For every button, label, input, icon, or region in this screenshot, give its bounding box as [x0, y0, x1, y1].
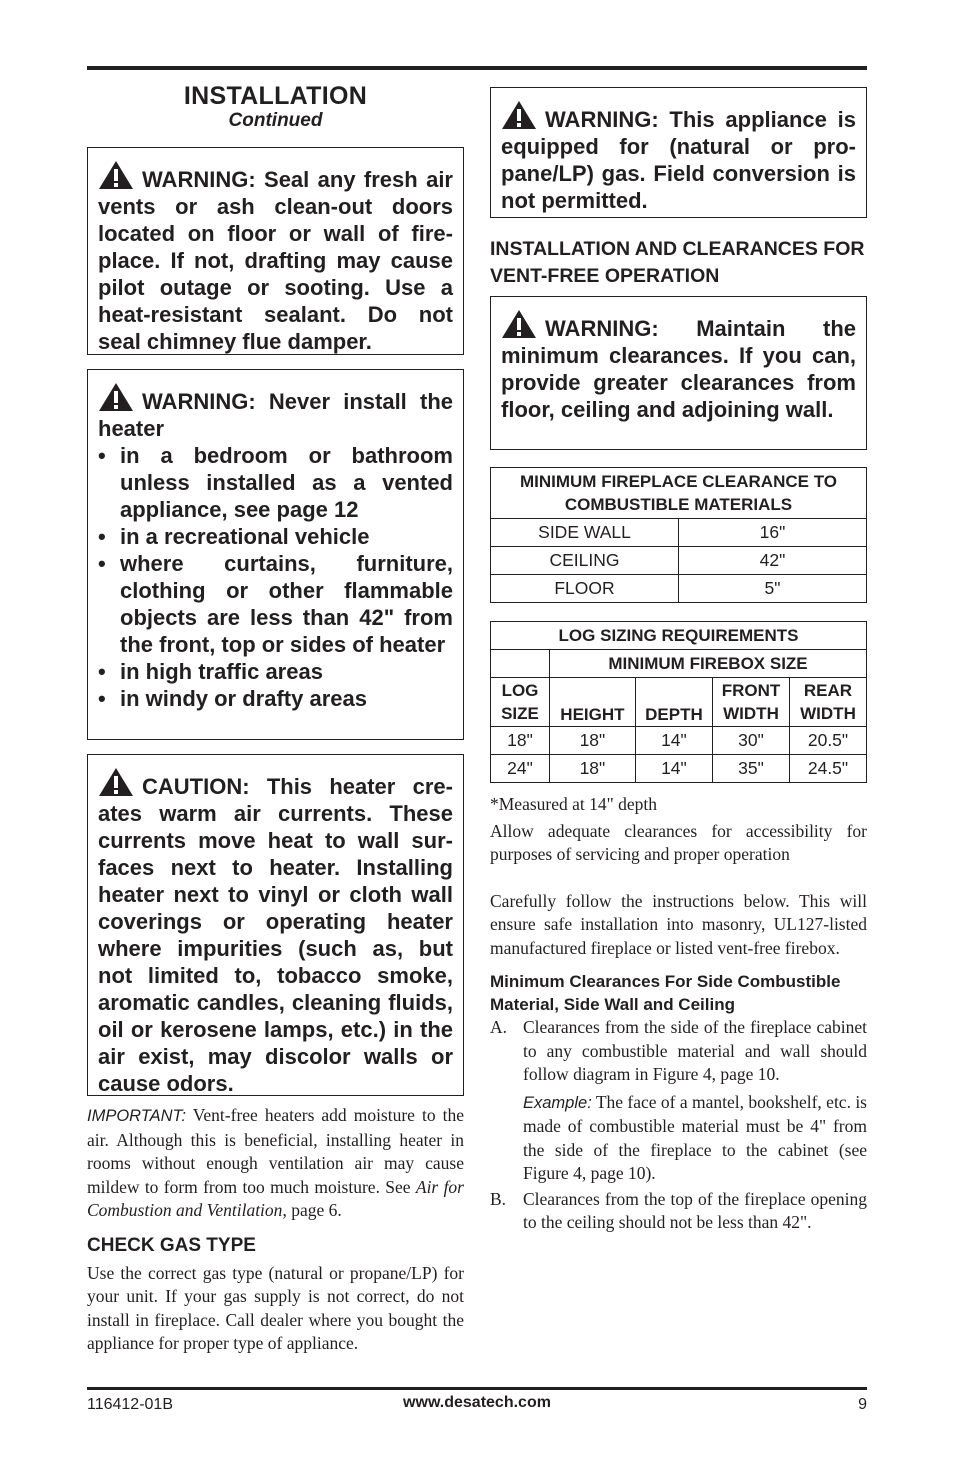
warning-seal-box	[87, 147, 464, 355]
warning-icon	[98, 160, 134, 190]
warning-maintain-text: WARNING: Maintain the minimum clearances. If you can, provide greater clearances from floor, ceiling and adjoining wall.	[501, 316, 856, 422]
caution-icon	[98, 767, 134, 797]
warning-maintain-box	[490, 296, 867, 450]
list-item: • in a bedroom or bathroom unless installed as a vented appliance, see page 12	[98, 443, 453, 522]
table-row: CEILING 42"	[491, 547, 867, 575]
left-column	[87, 70, 464, 1356]
warning-equipped-box	[490, 87, 867, 218]
warning-equipped-text: WARNING: This appliance is equipped for (natural or propane/LP) gas. Field conversion is not permitted.	[501, 107, 856, 213]
list-item-b: B. Clearances from the top of the fireplace opening to the ceiling should not be less than 42".	[490, 1188, 867, 1232]
log-table-column-headers: LOG SIZE HEIGHT DEPTH FRONT WIDTH REAR WIDTH	[491, 678, 867, 727]
right-column	[490, 70, 867, 1235]
table-row: 18" 18" 14" 30" 20.5"	[491, 727, 867, 755]
min-clearances-heading: Minimum Clearances For Side Combustible Material, Side Wall and Ceiling	[490, 972, 841, 1014]
measured-note: *Measured at 14" depth	[490, 794, 658, 814]
warning-never-lead: WARNING: Never install the heater	[98, 389, 453, 441]
warning-icon	[501, 309, 537, 339]
log-sizing-table	[490, 621, 867, 783]
important-paragraph: IMPORTANT: Vent-free heaters add moisture to the air. Although this is beneficial, installing heater in rooms without enough ventilation air may cause mildew to form from too much moisture. See Air for Combustion and Ventilation, page 6.	[87, 1105, 464, 1220]
clearance-table	[490, 467, 867, 603]
list-item: • in windy or drafty areas	[98, 686, 367, 711]
clearances-heading: INSTALLATION AND CLEARANCES FOR VENT-FREE OPERATION	[490, 238, 865, 287]
doc-number: 116412-01B	[87, 1396, 173, 1413]
warning-icon	[501, 100, 537, 130]
list-item: • in high traffic areas	[98, 659, 323, 684]
clearance-table-header: MINIMUM FIREPLACE CLEARANCE TO COMBUSTIBLE MATERIALS	[491, 468, 867, 519]
check-gas-heading: CHECK GAS TYPE	[87, 1234, 256, 1256]
caution-text: CAUTION: This heater creates warm air currents. These currents move heat to wall surfaces next to heater. Installing heater next to vinyl or cloth wall coverings or operating heater where impurities (such as, but not limited to, tobacco smoke, aromatic candles, cleaning fluids, oil or kerosene lamps, etc.) in the air exist, may discolor walls or cause odors.	[98, 774, 453, 1096]
section-title: INSTALLATION	[183, 82, 368, 110]
important-label: IMPORTANT:	[87, 1107, 186, 1125]
bottom-rule	[87, 1387, 867, 1390]
log-table-subheader: MINIMUM FIREBOX SIZE	[550, 650, 867, 678]
table-row: FLOOR 5"	[491, 575, 867, 603]
page-number: 9	[858, 1396, 867, 1413]
check-gas-text: Use the correct gas type (natural or propane/LP) for your unit. If your gas supply is not correct, do not install in fireplace. Call dealer where you bought the appliance for proper type of appliance.	[87, 1262, 464, 1353]
website-link[interactable]: www.desatech.com	[403, 1394, 551, 1411]
list-item-a: A. Clearances from the side of the fireplace cabinet to any combustible material and wall should follow diagram in Figure 4, page 10. Example: The face of a mantel, bookshelf, etc. is made of combustible material must be 4" from the side of the fireplace to the cabinet (see Figure 4, page 10).	[490, 1017, 867, 1183]
table-row: SIDE WALL 16"	[491, 519, 867, 547]
list-item: • in a recreational vehicle	[98, 524, 370, 549]
example-label: Example:	[523, 1093, 592, 1112]
warning-never-list	[98, 442, 453, 712]
caution-box	[87, 754, 464, 1096]
follow-text: Carefully follow the instructions below. This will ensure safe installation into masonry, UL127-listed manufactured fireplace or listed vent-free firebox.	[490, 890, 867, 958]
warning-never-box	[87, 369, 464, 740]
important-ref: Air for Combustion and Ventilation	[87, 1176, 464, 1220]
table-row: 24" 18" 14" 35" 24.5"	[491, 755, 867, 783]
log-table-header: LOG SIZING REQUIREMENTS	[491, 622, 867, 650]
section-subtitle: Continued	[228, 110, 323, 131]
warning-icon	[98, 382, 134, 412]
warning-seal-text: WARNING: Seal any fresh air vents or ash clean-out doors located on floor or wall of fireplace. If not, drafting may cause pilot outage or sooting. Use a heat-resistant sealant. Do not seal chimney flue damper.	[98, 167, 453, 354]
list-item: • where curtains, furniture, clothing or other flammable objects are less than 42" from the front, top or sides of heater	[98, 551, 453, 657]
allow-text: Allow adequate clearances for accessibility for purposes of servicing and proper operation	[490, 820, 867, 864]
